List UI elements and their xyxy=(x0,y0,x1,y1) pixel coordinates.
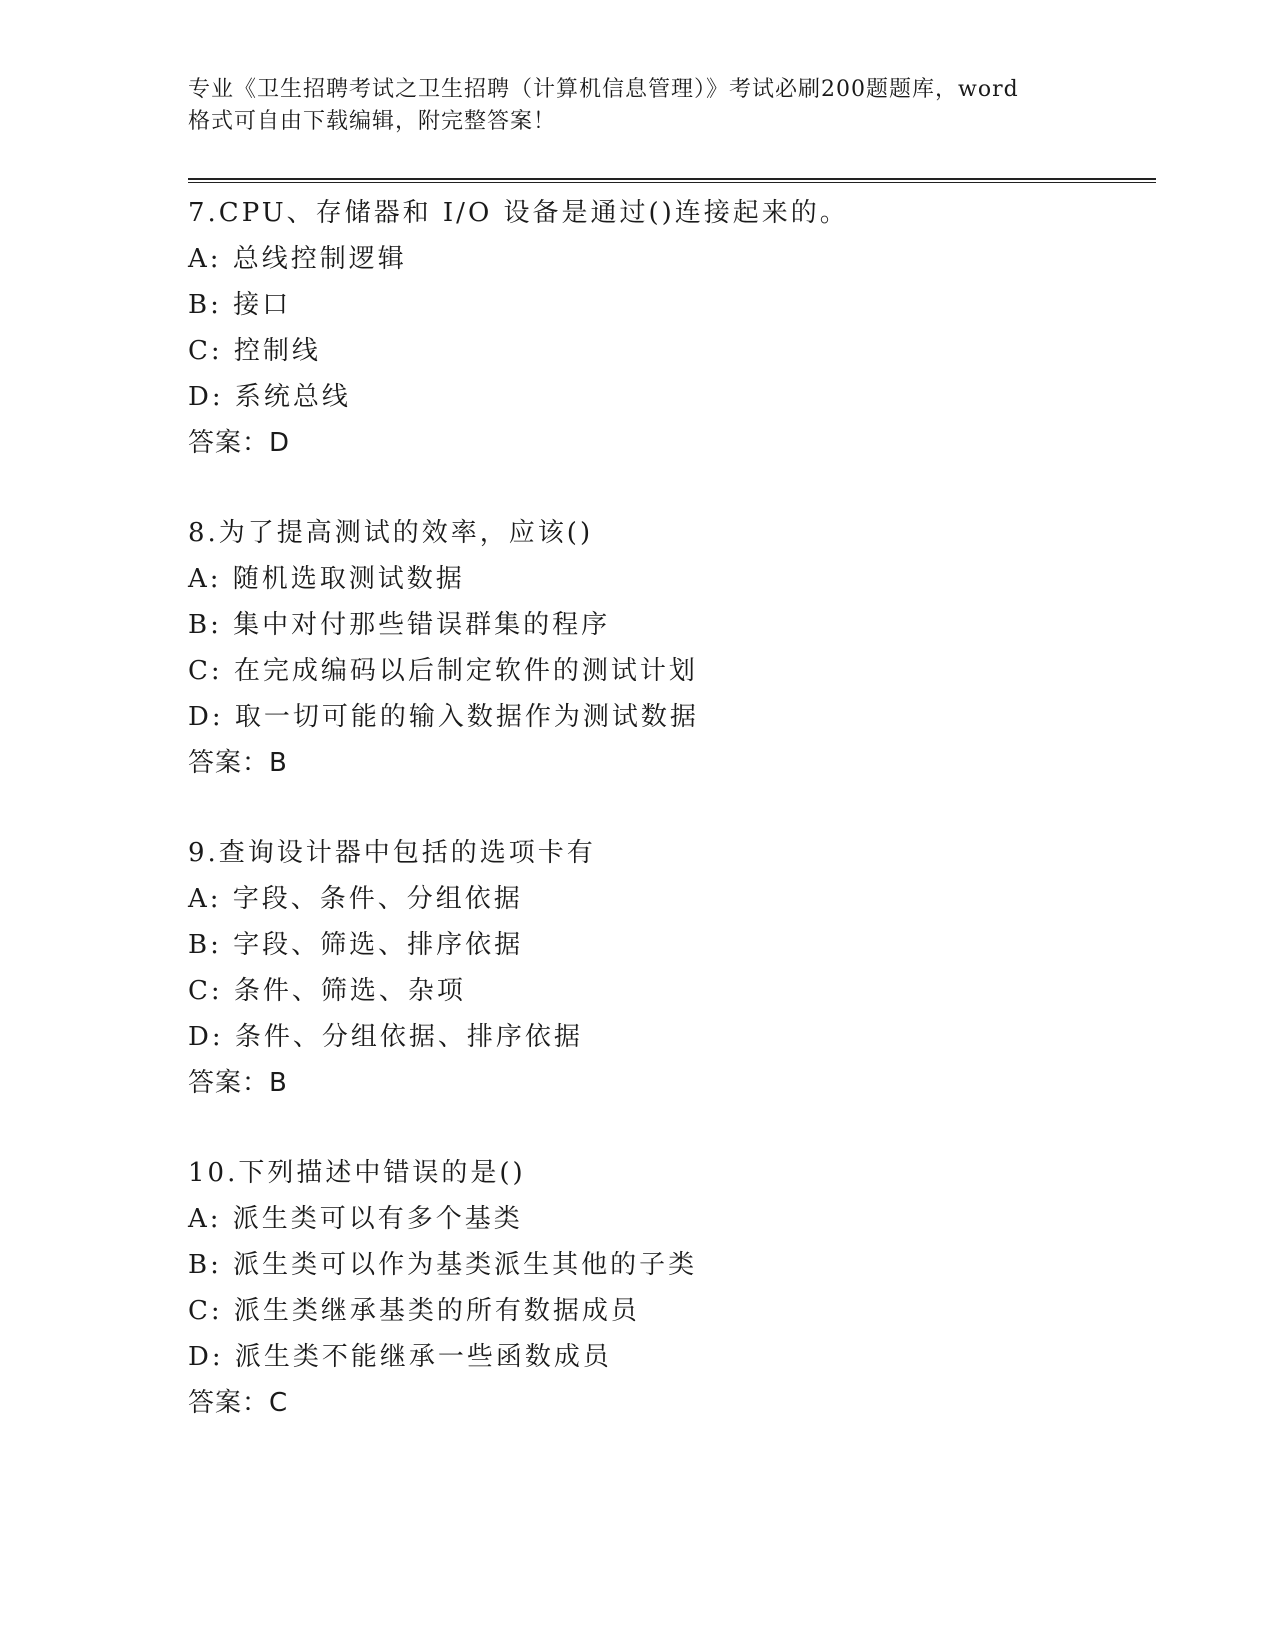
option-a: A: 字段、条件、分组依据 xyxy=(188,884,523,914)
document-header xyxy=(188,74,1088,138)
option-a: A: 派生类可以有多个基类 xyxy=(188,1204,523,1234)
option-d: D: 条件、分组依据、排序依据 xyxy=(188,1022,583,1052)
option-c: C: 在完成编码以后制定软件的测试计划 xyxy=(188,656,698,686)
question-9 xyxy=(188,830,1156,1106)
answer-line: 答案：C xyxy=(188,1388,289,1418)
option-a: A: 总线控制逻辑 xyxy=(188,244,407,274)
question-stem: 7.CPU、存储器和 I/O 设备是通过()连接起来的。 xyxy=(188,198,849,228)
header-divider xyxy=(188,178,1156,183)
question-7 xyxy=(188,190,1156,466)
question-stem: 8.为了提高测试的效率，应该() xyxy=(188,518,594,548)
option-c: C: 控制线 xyxy=(188,336,321,366)
option-c: C: 派生类继承基类的所有数据成员 xyxy=(188,1296,640,1326)
question-stem: 10.下列描述中错误的是() xyxy=(188,1158,526,1188)
option-c: C: 条件、筛选、杂项 xyxy=(188,976,466,1006)
option-d: D: 派生类不能继承一些函数成员 xyxy=(188,1342,612,1372)
question-10 xyxy=(188,1150,1156,1426)
option-b: B: 集中对付那些错误群集的程序 xyxy=(188,610,611,640)
option-d: D: 取一切可能的输入数据作为测试数据 xyxy=(188,702,699,732)
question-list xyxy=(188,190,1156,1470)
answer-line: 答案：D xyxy=(188,428,291,458)
option-b: B: 派生类可以作为基类派生其他的子类 xyxy=(188,1250,698,1280)
question-8 xyxy=(188,510,1156,786)
option-d: D: 系统总线 xyxy=(188,382,351,412)
answer-line: 答案：B xyxy=(188,748,288,778)
answer-line: 答案：B xyxy=(188,1068,288,1098)
header-line-2: 格式可自由下载编辑，附完整答案！ xyxy=(188,109,557,134)
question-stem: 9.查询设计器中包括的选项卡有 xyxy=(188,838,596,868)
option-b: B: 接口 xyxy=(188,290,292,320)
option-a: A: 随机选取测试数据 xyxy=(188,564,465,594)
option-b: B: 字段、筛选、排序依据 xyxy=(188,930,524,960)
header-line-1: 专业《卫生招聘考试之卫生招聘（计算机信息管理）》考试必刷200题题库，word xyxy=(188,77,1019,102)
